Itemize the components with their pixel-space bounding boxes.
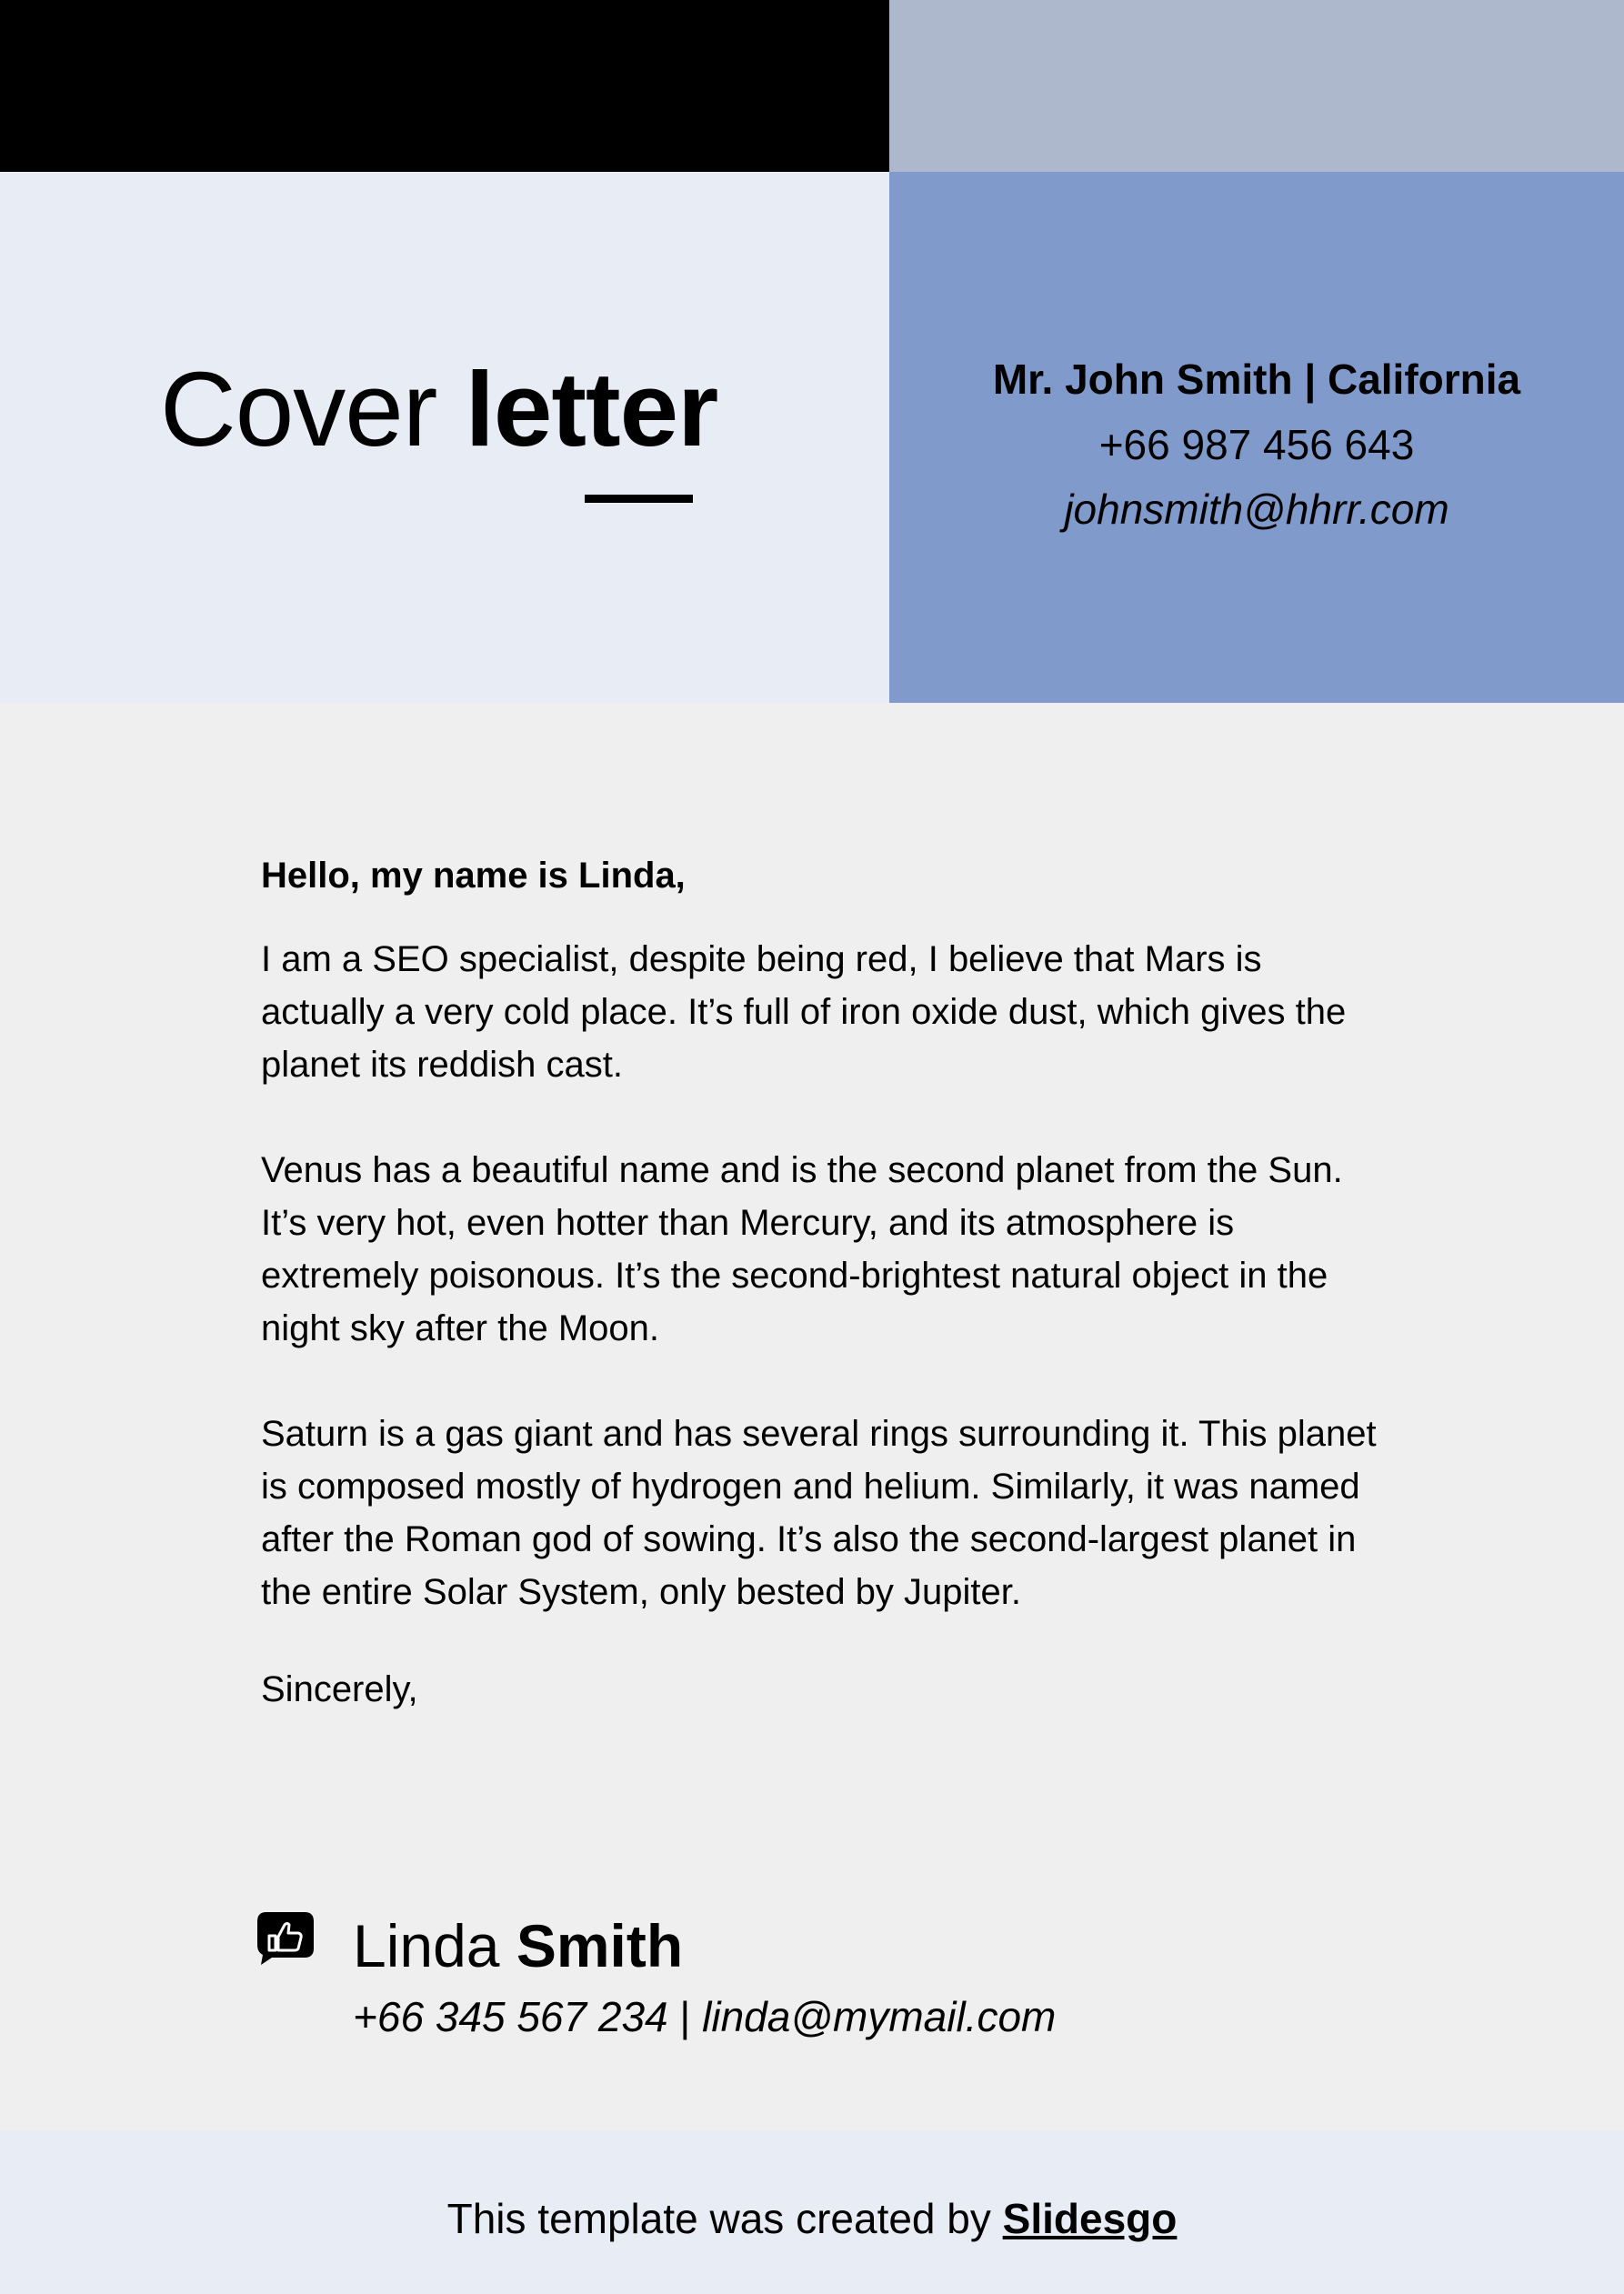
sender-email: johnsmith@hhrr.com (1064, 486, 1449, 533)
signature-email: linda@mymail.com (702, 1993, 1057, 2040)
page-title (160, 350, 718, 468)
title-bold-word: letter (465, 350, 718, 468)
header-grey-bar (889, 0, 1624, 172)
signature-contact (353, 1991, 1056, 2042)
letter-closing: Sincerely, (261, 1669, 418, 1709)
header-black-bar (0, 0, 889, 172)
footer-credit-text: This template was created by (446, 2195, 991, 2242)
letter-paragraph-1: I am a SEO specialist, despite being red, I believe that Mars is actually a very cold place. It’s full of iron oxide dust, which gives the planet its reddish cast. (261, 939, 1347, 1085)
footer-credit (0, 2193, 1624, 2244)
signature-last-name: Smith (516, 1912, 684, 1979)
signature-first-name: Linda (353, 1912, 500, 1979)
signature-phone: +66 345 567 234 (353, 1993, 668, 2040)
slidesgo-link[interactable]: Slidesgo (1002, 2195, 1178, 2242)
sender-name-location: Mr. John Smith | California (992, 356, 1521, 403)
signature-name (353, 1909, 683, 1982)
letter-paragraph-2: Venus has a beautiful name and is the second planet from the Sun. It’s very hot, even hotter than Mercury, and its atmosphere is extremely poisonous. It’s the second-brightest natural object in the night sky after the Moon. (261, 1150, 1343, 1348)
title-underline (585, 495, 693, 503)
thumbs-up-chat-icon (257, 1912, 314, 1965)
letter-paragraph-3: Saturn is a gas giant and has several rings surrounding it. This planet is composed mostly of hydrogen and helium. Similarly, it was named after the Roman god of sowing. It’s also the second-largest planet in the entire Solar System, only bested by Jupiter. (261, 1414, 1377, 1612)
signature-separator: | (679, 1993, 691, 2040)
sender-phone: +66 987 456 643 (1098, 421, 1415, 468)
letter-greeting: Hello, my name is Linda, (261, 856, 686, 896)
title-light-word: Cover (160, 350, 437, 468)
letter-body (261, 850, 1379, 1716)
